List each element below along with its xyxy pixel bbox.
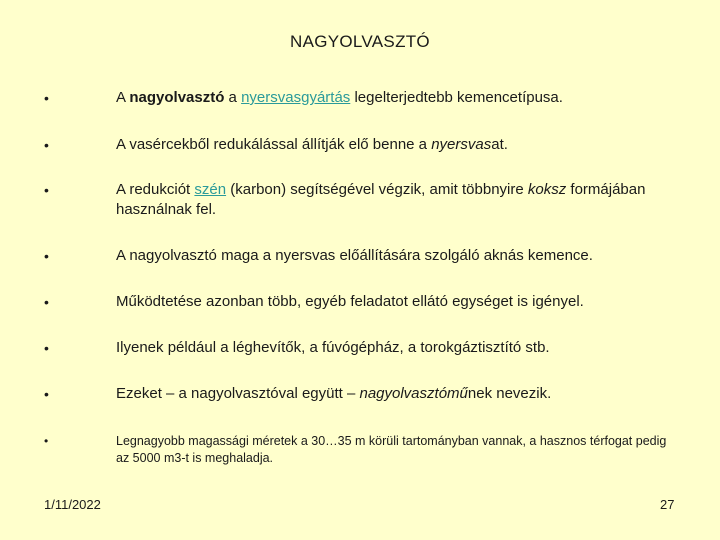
italic-term: nagyolvasztómű xyxy=(359,385,468,402)
text-run: A xyxy=(116,89,130,106)
bullet-text xyxy=(116,433,676,467)
bullet-text xyxy=(116,135,676,155)
text-run: A redukciót xyxy=(116,181,195,198)
bullet-text xyxy=(116,338,676,358)
bullet-marker: • xyxy=(44,137,49,153)
bullet-marker: • xyxy=(44,182,49,198)
bullet-text xyxy=(116,384,676,404)
page-number: 27 xyxy=(660,497,675,512)
bullet-marker: • xyxy=(44,434,49,448)
term-link[interactable]: nyersvasgyártás xyxy=(241,89,351,106)
bullet-text xyxy=(116,292,676,312)
text-run: Legnagyobb magassági méretek a 30…35 m körüli tartományban vannak, a hasznos térfogat pedig az 5000 m3-t is meghaladja. xyxy=(116,434,667,465)
text-run: nek nevezik. xyxy=(467,385,552,402)
text-run: formájában használnak fel. xyxy=(116,181,646,218)
italic-term: nyersvas xyxy=(431,136,492,153)
text-run: a xyxy=(224,89,242,106)
text-run: Ezeket – a nagyolvasztóval együtt – xyxy=(116,385,360,402)
text-run: A nagyolvasztó maga a nyersvas előállítására szolgáló aknás kemence. xyxy=(116,247,593,264)
bullet-marker: • xyxy=(44,386,49,402)
term-link[interactable]: szén xyxy=(194,181,227,198)
bullet-text xyxy=(116,180,676,220)
footer-date: 1/11/2022 xyxy=(44,497,101,512)
text-run: legelterjedtebb kemencetípusa. xyxy=(350,89,563,106)
bullet-text xyxy=(116,88,676,108)
bullet-marker: • xyxy=(44,248,49,264)
text-run: at. xyxy=(491,136,508,153)
text-run: Működtetése azonban több, egyéb feladatot ellátó egységet is igényel. xyxy=(116,293,584,310)
text-run: A vasércekből redukálással állítják elő benne a xyxy=(116,136,432,153)
bold-term: nagyolvasztó xyxy=(129,89,225,106)
bullet-marker: • xyxy=(44,294,49,310)
bullet-text xyxy=(116,246,676,266)
slide-title: NAGYOLVASZTÓ xyxy=(290,32,430,51)
bullet-marker: • xyxy=(44,340,49,356)
text-run: (karbon) segítségével végzik, amit többnyire xyxy=(226,181,528,198)
italic-term: koksz xyxy=(527,181,567,198)
bullet-marker: • xyxy=(44,90,49,106)
text-run: Ilyenek például a léghevítők, a fúvógépház, a torokgáztisztító stb. xyxy=(116,339,550,356)
